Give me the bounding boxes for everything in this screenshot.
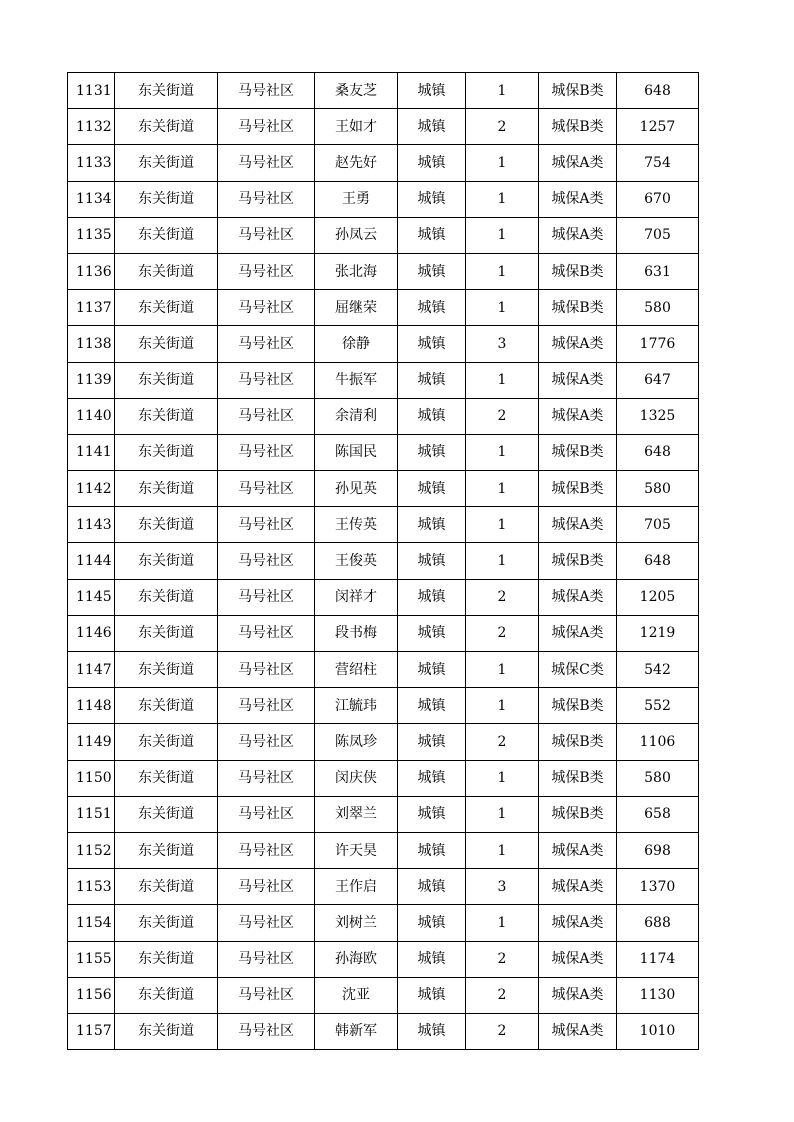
household-size-cell: 2 (466, 109, 539, 145)
table-row (68, 941, 699, 977)
amount-cell: 648 (617, 434, 699, 470)
subdistrict-cell: 东关街道 (115, 362, 218, 398)
community-cell: 马号社区 (218, 145, 315, 181)
insurance-category-cell: 城保A类 (539, 1013, 617, 1049)
amount-cell: 1219 (617, 615, 699, 651)
resident-name-cell: 孙凤云 (315, 217, 398, 253)
resident-name-cell: 陈国民 (315, 434, 398, 470)
subdistrict-cell: 东关街道 (115, 905, 218, 941)
insurance-category-cell: 城保A类 (539, 941, 617, 977)
community-cell: 马号社区 (218, 905, 315, 941)
record-id-cell: 1143 (68, 507, 115, 543)
household-size-cell: 1 (466, 905, 539, 941)
resident-name-cell: 桑友芝 (315, 73, 398, 109)
household-size-cell: 1 (466, 760, 539, 796)
table-row (68, 615, 699, 651)
household-type-cell: 城镇 (398, 253, 466, 289)
household-size-cell: 3 (466, 326, 539, 362)
household-size-cell: 1 (466, 73, 539, 109)
household-size-cell: 3 (466, 869, 539, 905)
record-id-cell: 1134 (68, 181, 115, 217)
household-size-cell: 1 (466, 471, 539, 507)
subdistrict-cell: 东关街道 (115, 326, 218, 362)
community-cell: 马号社区 (218, 832, 315, 868)
subdistrict-cell: 东关街道 (115, 724, 218, 760)
household-type-cell: 城镇 (398, 362, 466, 398)
table-row (68, 362, 699, 398)
household-size-cell: 2 (466, 724, 539, 760)
amount-cell: 1130 (617, 977, 699, 1013)
amount-cell: 1106 (617, 724, 699, 760)
subdistrict-cell: 东关街道 (115, 434, 218, 470)
resident-name-cell: 王传英 (315, 507, 398, 543)
insurance-category-cell: 城保A类 (539, 181, 617, 217)
household-size-cell: 1 (466, 253, 539, 289)
household-type-cell: 城镇 (398, 290, 466, 326)
resident-name-cell: 闵祥才 (315, 579, 398, 615)
resident-name-cell: 闵庆侠 (315, 760, 398, 796)
resident-name-cell: 陈凤珍 (315, 724, 398, 760)
household-size-cell: 1 (466, 434, 539, 470)
amount-cell: 754 (617, 145, 699, 181)
household-type-cell: 城镇 (398, 109, 466, 145)
household-size-cell: 2 (466, 941, 539, 977)
household-type-cell: 城镇 (398, 941, 466, 977)
household-type-cell: 城镇 (398, 326, 466, 362)
record-id-cell: 1132 (68, 109, 115, 145)
table-row (68, 326, 699, 362)
resident-name-cell: 屈继荣 (315, 290, 398, 326)
resident-name-cell: 张北海 (315, 253, 398, 289)
record-id-cell: 1149 (68, 724, 115, 760)
insurance-category-cell: 城保B类 (539, 290, 617, 326)
resident-name-cell: 牛振军 (315, 362, 398, 398)
household-type-cell: 城镇 (398, 543, 466, 579)
insurance-category-cell: 城保A类 (539, 507, 617, 543)
community-cell: 马号社区 (218, 362, 315, 398)
community-cell: 马号社区 (218, 760, 315, 796)
table-row (68, 217, 699, 253)
community-cell: 马号社区 (218, 579, 315, 615)
resident-name-cell: 徐静 (315, 326, 398, 362)
household-type-cell: 城镇 (398, 832, 466, 868)
household-type-cell: 城镇 (398, 869, 466, 905)
table-row (68, 145, 699, 181)
insurance-category-cell: 城保B类 (539, 688, 617, 724)
amount-cell: 1776 (617, 326, 699, 362)
resident-name-cell: 王如才 (315, 109, 398, 145)
table-row (68, 398, 699, 434)
household-size-cell: 1 (466, 362, 539, 398)
resident-name-cell: 段书梅 (315, 615, 398, 651)
table-row (68, 507, 699, 543)
household-type-cell: 城镇 (398, 471, 466, 507)
subdistrict-cell: 东关街道 (115, 217, 218, 253)
subdistrict-cell: 东关街道 (115, 977, 218, 1013)
household-size-cell: 1 (466, 832, 539, 868)
amount-cell: 580 (617, 471, 699, 507)
amount-cell: 1205 (617, 579, 699, 615)
resident-name-cell: 刘树兰 (315, 905, 398, 941)
table-row (68, 290, 699, 326)
household-type-cell: 城镇 (398, 145, 466, 181)
record-id-cell: 1144 (68, 543, 115, 579)
community-cell: 马号社区 (218, 217, 315, 253)
table-row (68, 724, 699, 760)
household-size-cell: 1 (466, 181, 539, 217)
table-row (68, 471, 699, 507)
record-id-cell: 1142 (68, 471, 115, 507)
resident-name-cell: 王勇 (315, 181, 398, 217)
subdistrict-cell: 东关街道 (115, 941, 218, 977)
record-id-cell: 1145 (68, 579, 115, 615)
household-size-cell: 2 (466, 398, 539, 434)
household-size-cell: 1 (466, 507, 539, 543)
record-id-cell: 1156 (68, 977, 115, 1013)
resident-name-cell: 孙见英 (315, 471, 398, 507)
amount-cell: 705 (617, 507, 699, 543)
record-id-cell: 1152 (68, 832, 115, 868)
community-cell: 马号社区 (218, 326, 315, 362)
subdistrict-cell: 东关街道 (115, 652, 218, 688)
table-row (68, 181, 699, 217)
household-type-cell: 城镇 (398, 1013, 466, 1049)
insurance-category-cell: 城保A类 (539, 326, 617, 362)
amount-cell: 1010 (617, 1013, 699, 1049)
subdistrict-cell: 东关街道 (115, 832, 218, 868)
record-id-cell: 1139 (68, 362, 115, 398)
resident-name-cell: 江毓玮 (315, 688, 398, 724)
amount-cell: 1325 (617, 398, 699, 434)
household-type-cell: 城镇 (398, 434, 466, 470)
table-row (68, 434, 699, 470)
household-type-cell: 城镇 (398, 217, 466, 253)
table-row (68, 796, 699, 832)
record-id-cell: 1147 (68, 652, 115, 688)
subdistrict-cell: 东关街道 (115, 109, 218, 145)
insurance-category-cell: 城保A类 (539, 832, 617, 868)
record-id-cell: 1153 (68, 869, 115, 905)
subdistrict-cell: 东关街道 (115, 796, 218, 832)
insurance-category-cell: 城保A类 (539, 362, 617, 398)
insurance-category-cell: 城保A类 (539, 398, 617, 434)
table-row (68, 832, 699, 868)
subdistrict-cell: 东关街道 (115, 398, 218, 434)
subdistrict-cell: 东关街道 (115, 760, 218, 796)
table-row (68, 253, 699, 289)
community-cell: 马号社区 (218, 724, 315, 760)
subdistrict-cell: 东关街道 (115, 145, 218, 181)
amount-cell: 552 (617, 688, 699, 724)
household-size-cell: 2 (466, 1013, 539, 1049)
amount-cell: 1174 (617, 941, 699, 977)
resident-name-cell: 王俊英 (315, 543, 398, 579)
amount-cell: 1370 (617, 869, 699, 905)
community-cell: 马号社区 (218, 652, 315, 688)
community-cell: 马号社区 (218, 543, 315, 579)
community-cell: 马号社区 (218, 398, 315, 434)
household-size-cell: 1 (466, 217, 539, 253)
household-type-cell: 城镇 (398, 905, 466, 941)
subdistrict-cell: 东关街道 (115, 290, 218, 326)
amount-cell: 648 (617, 73, 699, 109)
table-row (68, 869, 699, 905)
resident-name-cell: 营绍柱 (315, 652, 398, 688)
table-row (68, 760, 699, 796)
table-row (68, 977, 699, 1013)
household-type-cell: 城镇 (398, 760, 466, 796)
resident-name-cell: 赵先好 (315, 145, 398, 181)
subdistrict-cell: 东关街道 (115, 615, 218, 651)
record-id-cell: 1150 (68, 760, 115, 796)
amount-cell: 1257 (617, 109, 699, 145)
amount-cell: 698 (617, 832, 699, 868)
household-type-cell: 城镇 (398, 73, 466, 109)
resident-name-cell: 刘翠兰 (315, 796, 398, 832)
table-row (68, 579, 699, 615)
record-id-cell: 1141 (68, 434, 115, 470)
community-cell: 马号社区 (218, 796, 315, 832)
record-id-cell: 1146 (68, 615, 115, 651)
community-cell: 马号社区 (218, 181, 315, 217)
household-type-cell: 城镇 (398, 652, 466, 688)
household-type-cell: 城镇 (398, 181, 466, 217)
subdistrict-cell: 东关街道 (115, 507, 218, 543)
table-row (68, 652, 699, 688)
subdistrict-cell: 东关街道 (115, 471, 218, 507)
household-size-cell: 2 (466, 579, 539, 615)
subdistrict-cell: 东关街道 (115, 181, 218, 217)
insurance-category-cell: 城保B类 (539, 73, 617, 109)
amount-cell: 580 (617, 290, 699, 326)
record-id-cell: 1136 (68, 253, 115, 289)
table-row (68, 73, 699, 109)
community-cell: 马号社区 (218, 290, 315, 326)
subdistrict-cell: 东关街道 (115, 869, 218, 905)
amount-cell: 580 (617, 760, 699, 796)
amount-cell: 688 (617, 905, 699, 941)
community-cell: 马号社区 (218, 471, 315, 507)
insurance-category-cell: 城保B类 (539, 796, 617, 832)
insurance-category-cell: 城保B类 (539, 471, 617, 507)
record-id-cell: 1140 (68, 398, 115, 434)
amount-cell: 542 (617, 652, 699, 688)
record-id-cell: 1154 (68, 905, 115, 941)
insurance-category-cell: 城保B类 (539, 543, 617, 579)
record-id-cell: 1133 (68, 145, 115, 181)
household-type-cell: 城镇 (398, 507, 466, 543)
community-cell: 马号社区 (218, 507, 315, 543)
household-size-cell: 1 (466, 688, 539, 724)
community-cell: 马号社区 (218, 688, 315, 724)
amount-cell: 705 (617, 217, 699, 253)
record-id-cell: 1135 (68, 217, 115, 253)
record-id-cell: 1131 (68, 73, 115, 109)
insurance-category-cell: 城保A类 (539, 905, 617, 941)
household-size-cell: 1 (466, 145, 539, 181)
resident-name-cell: 韩新军 (315, 1013, 398, 1049)
insurance-category-cell: 城保A类 (539, 869, 617, 905)
amount-cell: 658 (617, 796, 699, 832)
resident-name-cell: 孙海欧 (315, 941, 398, 977)
community-cell: 马号社区 (218, 253, 315, 289)
subdistrict-cell: 东关街道 (115, 253, 218, 289)
insurance-category-cell: 城保A类 (539, 217, 617, 253)
amount-cell: 631 (617, 253, 699, 289)
household-size-cell: 1 (466, 796, 539, 832)
table-row (68, 109, 699, 145)
household-size-cell: 1 (466, 290, 539, 326)
table-row (68, 543, 699, 579)
table-row (68, 688, 699, 724)
community-cell: 马号社区 (218, 73, 315, 109)
subdistrict-cell: 东关街道 (115, 543, 218, 579)
table-row (68, 1013, 699, 1049)
resident-name-cell: 王作启 (315, 869, 398, 905)
insurance-category-cell: 城保A类 (539, 579, 617, 615)
amount-cell: 648 (617, 543, 699, 579)
resident-name-cell: 余清利 (315, 398, 398, 434)
subdistrict-cell: 东关街道 (115, 579, 218, 615)
insurance-category-cell: 城保C类 (539, 652, 617, 688)
amount-cell: 647 (617, 362, 699, 398)
community-cell: 马号社区 (218, 977, 315, 1013)
record-id-cell: 1148 (68, 688, 115, 724)
household-type-cell: 城镇 (398, 615, 466, 651)
household-type-cell: 城镇 (398, 724, 466, 760)
subdistrict-cell: 东关街道 (115, 1013, 218, 1049)
record-id-cell: 1151 (68, 796, 115, 832)
roster-table (67, 72, 699, 1050)
insurance-category-cell: 城保B类 (539, 434, 617, 470)
roster-table-body (68, 73, 699, 1050)
insurance-category-cell: 城保B类 (539, 253, 617, 289)
insurance-category-cell: 城保B类 (539, 760, 617, 796)
household-type-cell: 城镇 (398, 688, 466, 724)
household-type-cell: 城镇 (398, 398, 466, 434)
record-id-cell: 1138 (68, 326, 115, 362)
amount-cell: 670 (617, 181, 699, 217)
community-cell: 马号社区 (218, 941, 315, 977)
household-type-cell: 城镇 (398, 579, 466, 615)
record-id-cell: 1157 (68, 1013, 115, 1049)
insurance-category-cell: 城保A类 (539, 977, 617, 1013)
table-row (68, 905, 699, 941)
household-type-cell: 城镇 (398, 796, 466, 832)
community-cell: 马号社区 (218, 615, 315, 651)
community-cell: 马号社区 (218, 1013, 315, 1049)
community-cell: 马号社区 (218, 869, 315, 905)
insurance-category-cell: 城保B类 (539, 724, 617, 760)
community-cell: 马号社区 (218, 109, 315, 145)
insurance-category-cell: 城保A类 (539, 615, 617, 651)
insurance-category-cell: 城保B类 (539, 109, 617, 145)
household-size-cell: 1 (466, 543, 539, 579)
record-id-cell: 1137 (68, 290, 115, 326)
subdistrict-cell: 东关街道 (115, 688, 218, 724)
household-size-cell: 2 (466, 615, 539, 651)
insurance-category-cell: 城保A类 (539, 145, 617, 181)
household-type-cell: 城镇 (398, 977, 466, 1013)
resident-name-cell: 许天昊 (315, 832, 398, 868)
resident-name-cell: 沈亚 (315, 977, 398, 1013)
household-size-cell: 2 (466, 977, 539, 1013)
household-size-cell: 1 (466, 652, 539, 688)
record-id-cell: 1155 (68, 941, 115, 977)
community-cell: 马号社区 (218, 434, 315, 470)
subdistrict-cell: 东关街道 (115, 73, 218, 109)
